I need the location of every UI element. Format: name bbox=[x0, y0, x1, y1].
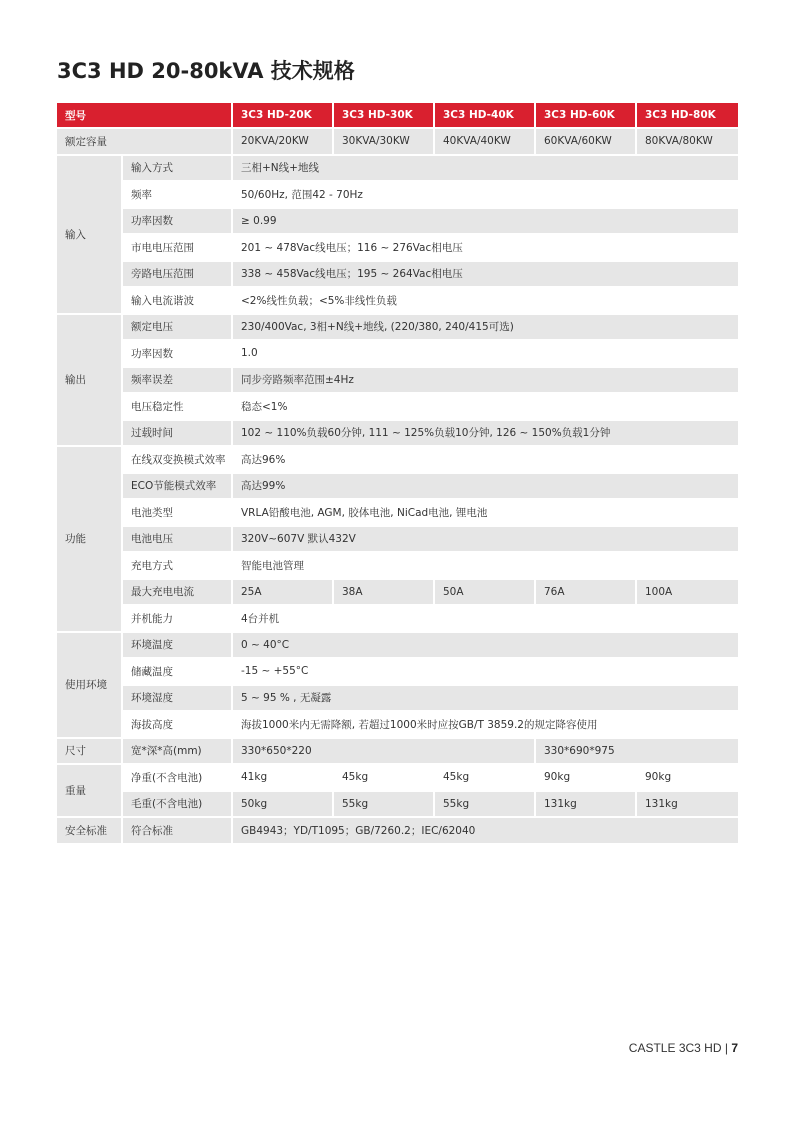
table-row bbox=[57, 235, 738, 262]
row-value: 同步旁路频率范围±4Hz bbox=[233, 368, 738, 395]
table-row bbox=[57, 818, 738, 845]
table-row bbox=[57, 580, 738, 607]
dimension-small-value: 330*650*220 bbox=[233, 739, 536, 766]
table-row bbox=[57, 315, 738, 342]
header-model-40k: 3C3 HD-40K bbox=[435, 103, 536, 129]
row-value: 高达96% bbox=[233, 447, 738, 474]
page-number: 7 bbox=[731, 1041, 738, 1055]
net-weight-value: 45kg bbox=[334, 765, 435, 792]
row-value: 高达99% bbox=[233, 474, 738, 501]
row-value: <2%线性负载；<5%非线性负载 bbox=[233, 288, 738, 315]
table-row bbox=[57, 447, 738, 474]
table-row bbox=[57, 527, 738, 554]
rated-capacity-value: 40KVA/40KW bbox=[435, 129, 536, 156]
row-label: 净重(不含电池) bbox=[123, 765, 233, 792]
rated-capacity-value: 20KVA/20KW bbox=[233, 129, 334, 156]
table-row bbox=[57, 739, 738, 766]
header-model-label: 型号 bbox=[57, 103, 233, 129]
rated-capacity-value: 60KVA/60KW bbox=[536, 129, 637, 156]
row-label: 环境温度 bbox=[123, 633, 233, 660]
table-row bbox=[57, 421, 738, 448]
row-value: 5 ~ 95 % , 无凝露 bbox=[233, 686, 738, 713]
table-row bbox=[57, 659, 738, 686]
row-label: 市电电压范围 bbox=[123, 235, 233, 262]
rated-capacity-value: 30KVA/30KW bbox=[334, 129, 435, 156]
row-value: GB4943；YD/T1095；GB/7260.2；IEC/62040 bbox=[233, 818, 738, 845]
row-value: 4台并机 bbox=[233, 606, 738, 633]
row-label: 并机能力 bbox=[123, 606, 233, 633]
row-label: ECO节能模式效率 bbox=[123, 474, 233, 501]
row-label: 功率因数 bbox=[123, 341, 233, 368]
row-value: 230/400Vac, 3相+N线+地线, (220/380, 240/415可选) bbox=[233, 315, 738, 342]
row-label: 环境湿度 bbox=[123, 686, 233, 713]
table-row bbox=[57, 368, 738, 395]
gross-weight-value: 55kg bbox=[435, 792, 536, 819]
table-row bbox=[57, 182, 738, 209]
row-label: 额定电压 bbox=[123, 315, 233, 342]
table-row bbox=[57, 633, 738, 660]
row-label: 频率 bbox=[123, 182, 233, 209]
max-charge-value: 50A bbox=[435, 580, 536, 607]
table-row bbox=[57, 765, 738, 792]
table-row bbox=[57, 129, 738, 156]
row-value: 1.0 bbox=[233, 341, 738, 368]
net-weight-value: 41kg bbox=[233, 765, 334, 792]
table-row bbox=[57, 712, 738, 739]
table-row bbox=[57, 500, 738, 527]
row-label: 在线双变换模式效率 bbox=[123, 447, 233, 474]
row-label: 海拔高度 bbox=[123, 712, 233, 739]
gross-weight-value: 55kg bbox=[334, 792, 435, 819]
gross-weight-value: 131kg bbox=[536, 792, 637, 819]
header-model-60k: 3C3 HD-60K bbox=[536, 103, 637, 129]
row-value: 102 ~ 110%负载60分钟, 111 ~ 125%负载10分钟, 126 ~ 150%负载1分钟 bbox=[233, 421, 738, 448]
header-model-20k: 3C3 HD-20K bbox=[233, 103, 334, 129]
row-value: 海拔1000米内无需降额, 若超过1000米时应按GB/T 3859.2的规定降容使用 bbox=[233, 712, 738, 739]
row-label: 储藏温度 bbox=[123, 659, 233, 686]
row-value: 三相+N线+地线 bbox=[233, 156, 738, 183]
max-charge-value: 76A bbox=[536, 580, 637, 607]
header-model-30k: 3C3 HD-30K bbox=[334, 103, 435, 129]
rated-capacity-value: 80KVA/80KW bbox=[637, 129, 738, 156]
row-value: 338 ~ 458Vac线电压；195 ~ 264Vac相电压 bbox=[233, 262, 738, 289]
table-row bbox=[57, 394, 738, 421]
table-row bbox=[57, 209, 738, 236]
group-safety-label: 安全标准 bbox=[57, 818, 123, 845]
row-label: 最大充电电流 bbox=[123, 580, 233, 607]
table-row bbox=[57, 341, 738, 368]
spec-table bbox=[57, 103, 738, 845]
max-charge-value: 25A bbox=[233, 580, 334, 607]
gross-weight-value: 50kg bbox=[233, 792, 334, 819]
page-footer bbox=[629, 1041, 738, 1055]
group-input-label: 输入 bbox=[57, 156, 123, 315]
net-weight-value: 45kg bbox=[435, 765, 536, 792]
group-output-label: 输出 bbox=[57, 315, 123, 448]
group-weight-label: 重量 bbox=[57, 765, 123, 818]
table-row bbox=[57, 553, 738, 580]
rated-capacity-label: 额定容量 bbox=[57, 129, 233, 156]
row-label: 电压稳定性 bbox=[123, 394, 233, 421]
max-charge-value: 100A bbox=[637, 580, 738, 607]
table-row bbox=[57, 262, 738, 289]
row-label: 输入电流谐波 bbox=[123, 288, 233, 315]
row-label: 电池类型 bbox=[123, 500, 233, 527]
row-value: 智能电池管理 bbox=[233, 553, 738, 580]
table-row bbox=[57, 288, 738, 315]
row-value: 320V~607V 默认432V bbox=[233, 527, 738, 554]
row-label: 输入方式 bbox=[123, 156, 233, 183]
net-weight-value: 90kg bbox=[536, 765, 637, 792]
max-charge-value: 38A bbox=[334, 580, 435, 607]
row-value: -15 ~ +55°C bbox=[233, 659, 738, 686]
row-label: 符合标准 bbox=[123, 818, 233, 845]
row-label: 充电方式 bbox=[123, 553, 233, 580]
row-label: 毛重(不含电池) bbox=[123, 792, 233, 819]
dimension-large-value: 330*690*975 bbox=[536, 739, 738, 766]
row-label: 旁路电压范围 bbox=[123, 262, 233, 289]
row-value: 201 ~ 478Vac线电压；116 ~ 276Vac相电压 bbox=[233, 235, 738, 262]
gross-weight-value: 131kg bbox=[637, 792, 738, 819]
table-row bbox=[57, 156, 738, 183]
group-environment-label: 使用环境 bbox=[57, 633, 123, 739]
group-function-label: 功能 bbox=[57, 447, 123, 633]
table-row bbox=[57, 792, 738, 819]
table-row bbox=[57, 686, 738, 713]
row-label: 功率因数 bbox=[123, 209, 233, 236]
row-value: 50/60Hz, 范围42 - 70Hz bbox=[233, 182, 738, 209]
net-weight-value: 90kg bbox=[637, 765, 738, 792]
row-value: VRLA铅酸电池, AGM, 胶体电池, NiCad电池, 锂电池 bbox=[233, 500, 738, 527]
table-row bbox=[57, 606, 738, 633]
footer-brand: CASTLE 3C3 HD bbox=[628, 1041, 722, 1055]
row-value: 0 ~ 40°C bbox=[233, 633, 738, 660]
row-value: 稳态<1% bbox=[233, 394, 738, 421]
group-dimension-label: 尺寸 bbox=[57, 739, 123, 766]
row-label: 过载时间 bbox=[123, 421, 233, 448]
footer-separator: | bbox=[724, 1041, 728, 1055]
row-value: ≥ 0.99 bbox=[233, 209, 738, 236]
page-title: 3C3 HD 20-80kVA 技术规格 bbox=[57, 59, 355, 83]
row-label: 电池电压 bbox=[123, 527, 233, 554]
table-header-row bbox=[57, 103, 738, 129]
row-label: 宽*深*高(mm) bbox=[123, 739, 233, 766]
row-label: 频率误差 bbox=[123, 368, 233, 395]
header-model-80k: 3C3 HD-80K bbox=[637, 103, 738, 129]
table-row bbox=[57, 474, 738, 501]
